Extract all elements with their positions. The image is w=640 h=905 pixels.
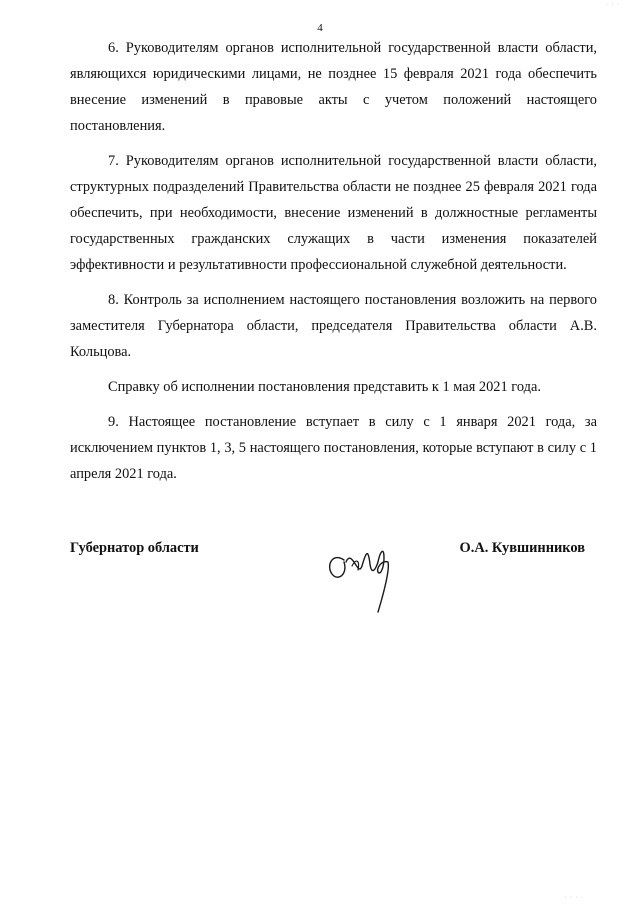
document-body xyxy=(70,35,597,496)
paragraph-6: 6. Руководителям органов исполнительной государственной власти области, являющихся юридическими лицами, не позднее 15 февраля 2021 года обеспечить внесение изменений в правовые акты с учетом положений настоящего постановления. xyxy=(70,40,597,134)
signature-block xyxy=(70,530,597,620)
signatory-title: Губернатор области xyxy=(70,540,199,556)
page-number: 4 xyxy=(317,22,323,34)
handwritten-signature xyxy=(322,522,402,622)
signatory-name: О.А. Кувшинников xyxy=(459,540,585,556)
paragraph-8: 8. Контроль за исполнением настоящего постановления возложить на первого заместителя Губернатора области, председателя Правительства области А.В. Кольцова. xyxy=(70,292,597,360)
scan-mark-top: · · · xyxy=(606,2,620,8)
scan-mark-bottom: · · · · xyxy=(564,895,584,901)
paragraph-7: 7. Руководителям органов исполнительной государственной власти области, структурных подразделений Правительства области не позднее 25 февраля 2021 года обеспечить, при необходимости, внесение изменений в должностные регламенты государственных гражданских служащих в части изменения показателей эффективности и результативности профессиональной служебной деятельности. xyxy=(70,153,597,273)
report-deadline-paragraph: Справку об исполнении постановления представить к 1 мая 2021 года. xyxy=(108,379,541,395)
paragraph-9: 9. Настоящее постановление вступает в силу с 1 января 2021 года, за исключением пунктов 1, 3, 5 настоящего постановления, которые вступают в силу с 1 апреля 2021 года. xyxy=(70,414,597,482)
